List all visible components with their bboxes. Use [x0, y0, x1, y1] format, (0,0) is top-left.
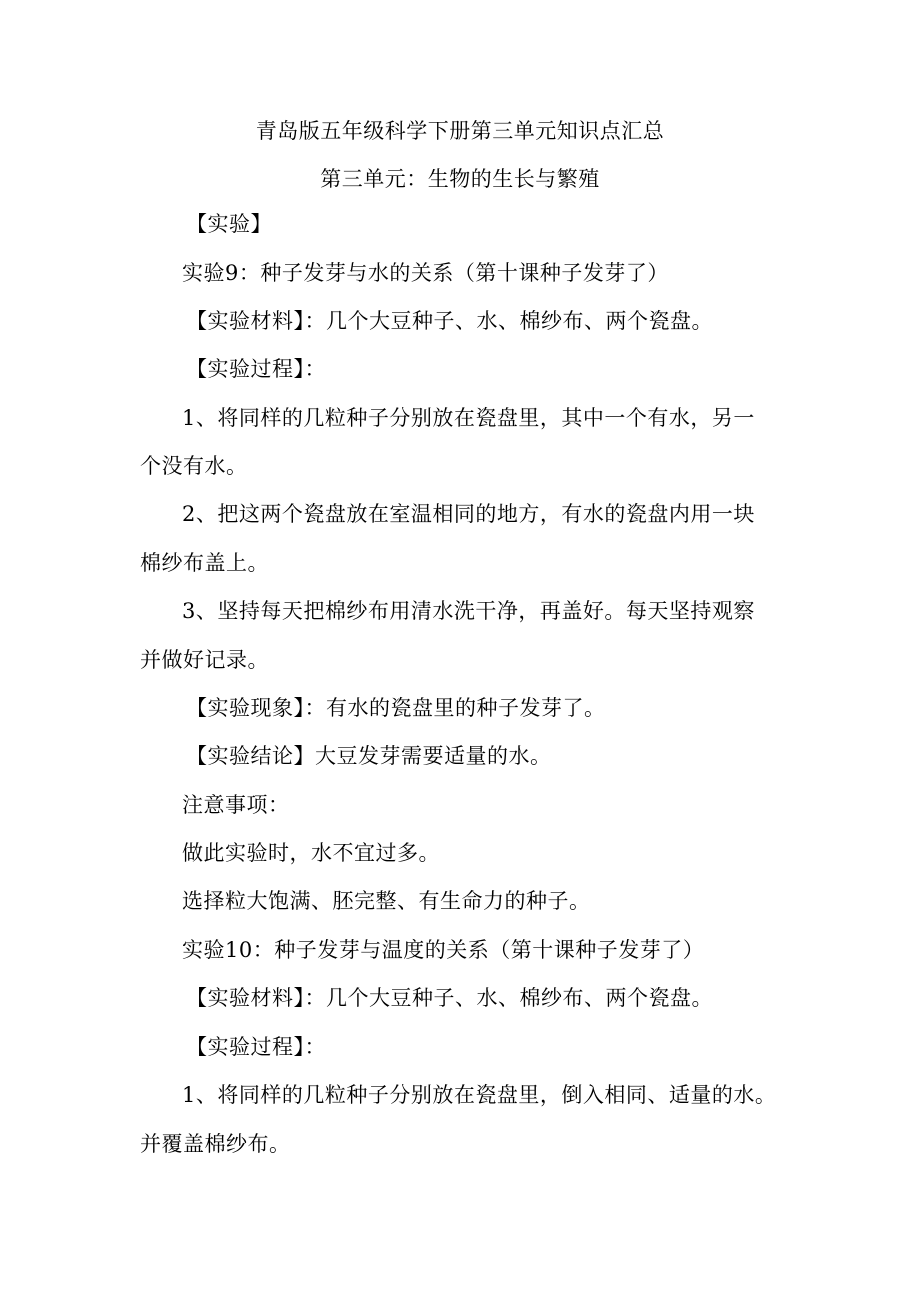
- notes-heading: 注意事项：: [182, 793, 290, 817]
- process-step-1-cont: 个没有水。: [140, 454, 248, 478]
- process-step-1-exp10-cont: 并覆盖棉纱布。: [140, 1132, 291, 1156]
- materials-line-2: 【实验材料】：几个大豆种子、水、棉纱布、两个瓷盘。: [186, 986, 713, 1010]
- experiment-9-heading: 实验9：种子发芽与水的关系（第十课种子发芽了）: [182, 261, 669, 285]
- process-step-3: 3、坚持每天把棉纱布用清水洗干净，再盖好。每天坚持观察: [182, 599, 755, 623]
- conclusion-line: 【实验结论】大豆发芽需要适量的水。: [186, 744, 552, 768]
- process-heading: 【实验过程】：: [186, 357, 326, 381]
- document-subtitle: 第三单元：生物的生长与繁殖: [320, 167, 600, 191]
- section-heading-experiment: 【实验】: [186, 212, 272, 236]
- experiment-10-heading: 实验10：种子发芽与温度的关系（第十课种子发芽了）: [182, 938, 705, 962]
- process-heading-2: 【实验过程】：: [186, 1035, 326, 1059]
- materials-line: 【实验材料】：几个大豆种子、水、棉纱布、两个瓷盘。: [186, 309, 713, 333]
- process-step-3-cont: 并做好记录。: [140, 648, 269, 672]
- process-step-1: 1、将同样的几粒种子分别放在瓷盘里，其中一个有水，另一: [182, 406, 755, 430]
- note-2: 选择粒大饱满、胚完整、有生命力的种子。: [182, 889, 591, 913]
- note-1: 做此实验时，水不宜过多。: [182, 841, 440, 865]
- process-step-2-cont: 棉纱布盖上。: [140, 551, 269, 575]
- process-step-2: 2、把这两个瓷盘放在室温相同的地方，有水的瓷盘内用一块: [182, 502, 755, 526]
- phenomenon-line: 【实验现象】：有水的瓷盘里的种子发芽了。: [186, 696, 606, 720]
- document-title: 青岛版五年级科学下册第三单元知识点汇总: [255, 119, 665, 143]
- process-step-1-exp10: 1、将同样的几粒种子分别放在瓷盘里，倒入相同、适量的水。: [182, 1083, 777, 1107]
